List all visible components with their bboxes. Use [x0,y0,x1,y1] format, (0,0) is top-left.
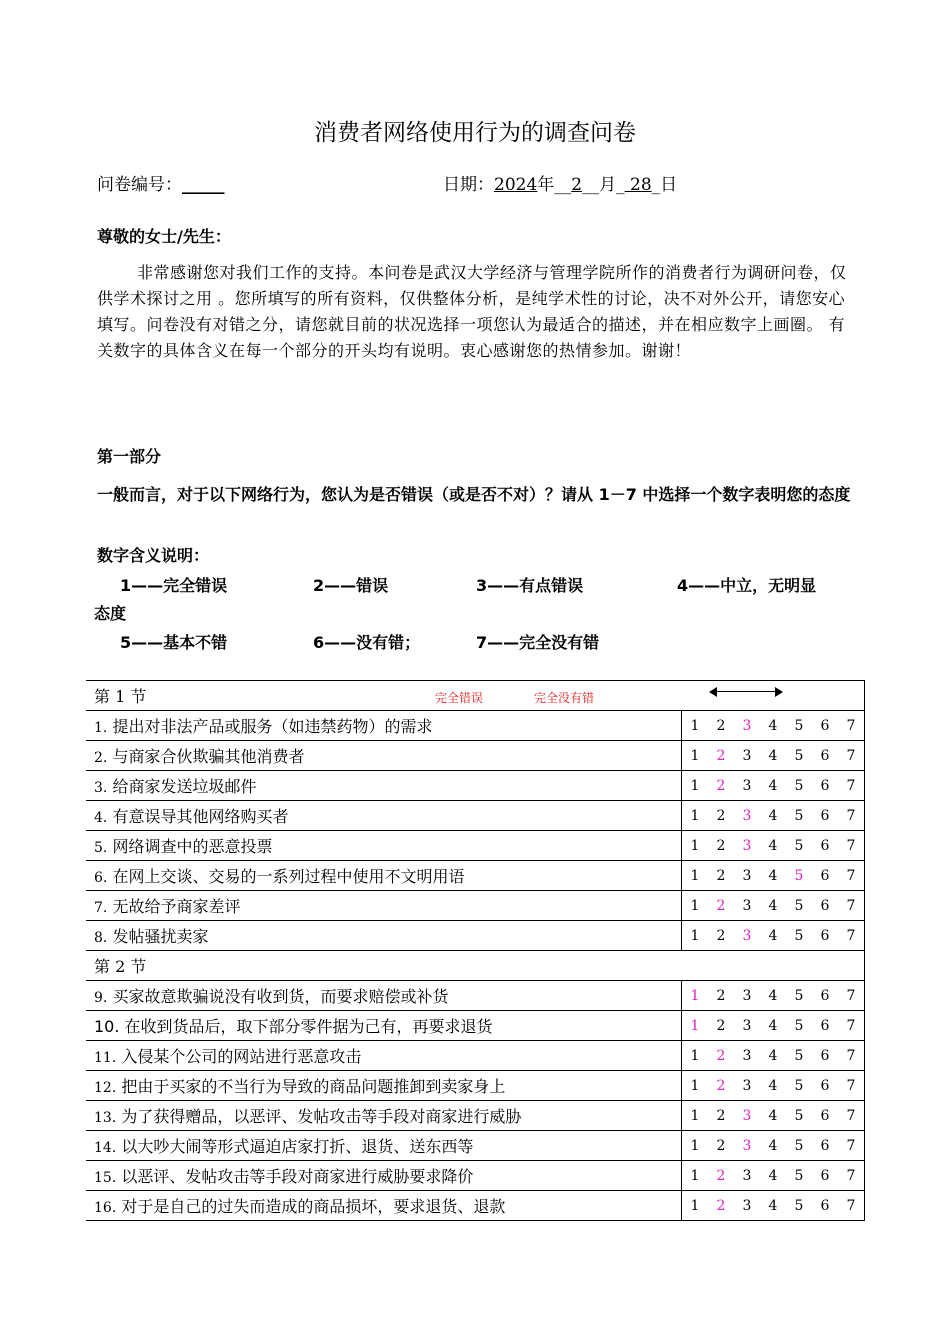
item-cell [86,771,682,801]
item-number: 5. [94,840,108,856]
legend-4: 4——中立，无明显 [677,576,817,595]
section-2-title: 第 2 节 [94,957,147,976]
table-row [86,861,865,891]
scale-option-4[interactable]: 4 [760,1011,786,1041]
scale-option-4[interactable]: 4 [760,771,786,801]
scale-option-4[interactable]: 4 [760,741,786,771]
legend-7: 7——完全没有错 [476,633,600,652]
scale-option-4[interactable]: 4 [760,1071,786,1101]
scale-option-7[interactable]: 7 [838,801,865,831]
scale-option-5[interactable]: 5 [786,1011,812,1041]
scale-option-2[interactable]: 2 [708,1101,734,1131]
scale-option-7[interactable]: 7 [838,1011,865,1041]
item-number: 13. [94,1110,117,1126]
scale-option-3[interactable]: 3 [734,1041,760,1071]
date-month: 2 [571,175,583,195]
item-cell [86,861,682,891]
scale-option-1[interactable]: 1 [682,1191,709,1221]
scale-option-1[interactable]: 1 [682,1071,709,1101]
scale-option-5[interactable]: 5 [786,801,812,831]
date-year: 2024 [494,175,538,195]
scale-option-3[interactable]: 3 [734,771,760,801]
scale-option-1[interactable]: 1 [682,981,709,1011]
scale-option-6[interactable]: 6 [812,801,838,831]
legend-1: 1——完全错误 [120,576,228,595]
legend-5: 5——基本不错 [120,633,228,652]
scale-option-2[interactable]: 2 [708,771,734,801]
salutation: 尊敬的女士/先生： [97,227,231,246]
item-cell [86,921,682,951]
section-1-title: 第 1 节 [94,687,147,706]
table-row [86,831,865,861]
item-number: 14. [94,1140,117,1156]
date-month-suffix: 月 [599,175,617,195]
scale-option-3[interactable]: 3 [734,981,760,1011]
scale-option-2[interactable]: 2 [708,921,734,951]
scale-option-7[interactable]: 7 [838,1041,865,1071]
scale-option-5[interactable]: 5 [786,891,812,921]
scale-option-2[interactable]: 2 [708,1071,734,1101]
item-text: 给商家发送垃圾邮件 [112,777,257,796]
scale-option-3[interactable]: 3 [734,1161,760,1191]
scale-option-6[interactable]: 6 [812,741,838,771]
scale-option-1[interactable]: 1 [682,921,709,951]
table-row [86,1041,865,1071]
scale-option-2[interactable]: 2 [708,891,734,921]
scale-option-7[interactable]: 7 [838,771,865,801]
date-label: 日期： [443,175,494,195]
part-heading: 第一部分 [97,447,162,466]
item-number: 3. [94,780,108,796]
item-number: 9. [94,990,108,1006]
item-text: 把由于买家的不当行为导致的商品问题推卸到卖家身上 [121,1077,506,1096]
scale-option-6[interactable]: 6 [812,1101,838,1131]
legend-title: 数字含义说明： [97,546,210,565]
scale-option-4[interactable]: 4 [760,801,786,831]
section-1-header-row [86,681,865,711]
table-row [86,1011,865,1041]
table-row [86,711,865,741]
item-cell [86,1191,682,1221]
item-text: 在网上交谈、交易的一系列过程中使用不文明用语 [112,867,465,886]
scale-option-6[interactable]: 6 [812,1191,838,1221]
item-cell [86,891,682,921]
scale-option-3[interactable]: 3 [734,1101,760,1131]
scale-option-5[interactable]: 5 [786,1191,812,1221]
item-text: 网络调查中的恶意投票 [112,837,273,856]
scale-option-3[interactable]: 3 [734,831,760,861]
scale-option-2[interactable]: 2 [708,1161,734,1191]
legend-6: 6——没有错； [313,633,421,652]
table-row [86,1161,865,1191]
scale-option-1[interactable]: 1 [682,711,709,741]
questionnaire-number-value: _____ [182,175,225,195]
scale-option-2[interactable]: 2 [708,741,734,771]
scale-option-3[interactable]: 3 [734,891,760,921]
scale-option-7[interactable]: 7 [838,1071,865,1101]
table-row [86,1101,865,1131]
scale-option-7[interactable]: 7 [838,921,865,951]
part-question: 一般而言，对于以下网络行为，您认为是否错误（或是否不对）？请从 1－7 中选择一个数字表明您的态度 [97,485,851,504]
table-row [86,981,865,1011]
scale-option-4[interactable]: 4 [760,981,786,1011]
scale-option-5[interactable]: 5 [786,861,812,891]
item-number: 1. [94,720,108,736]
scale-option-5[interactable]: 5 [786,1071,812,1101]
scale-option-1[interactable]: 1 [682,1101,709,1131]
item-number: 7. [94,900,108,916]
intro-paragraph [97,260,857,364]
page-title: 消费者网络使用行为的调查问卷 [314,120,636,146]
scale-option-7[interactable]: 7 [838,1131,865,1161]
item-number: 6. [94,870,108,886]
item-text: 以恶评、发帖攻击等手段对商家进行威胁要求降价 [121,1167,474,1186]
scale-option-7[interactable]: 7 [838,1161,865,1191]
date-day-suffix: 日 [660,175,678,195]
scale-option-5[interactable]: 5 [786,771,812,801]
scale-option-5[interactable]: 5 [786,981,812,1011]
scale-option-6[interactable]: 6 [812,1011,838,1041]
scale-option-1[interactable]: 1 [682,1161,709,1191]
date-day-blank: _ [616,175,625,195]
scale-option-6[interactable]: 6 [812,981,838,1011]
item-text: 与商家合伙欺骗其他消费者 [112,747,305,766]
scale-option-2[interactable]: 2 [708,981,734,1011]
scale-option-2[interactable]: 2 [708,1191,734,1221]
scale-option-4[interactable]: 4 [760,1131,786,1161]
scale-right-label: 完全没有错 [534,691,595,705]
date-day: 28 [624,175,652,195]
scale-option-4[interactable]: 4 [760,1191,786,1221]
scale-option-3[interactable]: 3 [734,741,760,771]
table-row [86,741,865,771]
scale-option-4[interactable]: 4 [760,831,786,861]
item-text: 有意误导其他网络购买者 [112,807,289,826]
item-text: 提出对非法产品或服务（如违禁药物）的需求 [112,717,433,736]
intro-text: 非常感谢您对我们工作的支持。本问卷是武汉大学经济与管理学院所作的消费者行为调研问卷，仅供学术探讨之用 。您所填写的所有资料，仅供整体分析，是纯学术性的讨论，决不对外公开，请您安心填写。问卷没有对错之分，请您就目前的状况选择一项您认为最适合的描述，并在相应数字上画圈。 有关数字的具体含义在每一个部分的开头均有说明。衷心感谢您的热情参加。谢谢！ [97,263,847,360]
survey-table [86,680,865,1221]
scale-option-7[interactable]: 7 [838,711,865,741]
scale-option-4[interactable]: 4 [760,891,786,921]
scale-option-6[interactable]: 6 [812,861,838,891]
item-number: 11. [94,1050,117,1066]
scale-option-5[interactable]: 5 [786,1101,812,1131]
date-line [443,170,677,195]
scale-option-6[interactable]: 6 [812,1041,838,1071]
scale-option-2[interactable]: 2 [708,801,734,831]
scale-option-5[interactable]: 5 [786,741,812,771]
legend-2: 2——错误 [313,576,389,595]
scale-option-3[interactable]: 3 [734,801,760,831]
scale-option-6[interactable]: 6 [812,921,838,951]
item-cell [86,1131,682,1161]
scale-option-7[interactable]: 7 [838,741,865,771]
item-text: 发帖骚扰卖家 [112,927,209,946]
scale-option-1[interactable]: 1 [682,771,709,801]
scale-option-3[interactable]: 3 [734,861,760,891]
scale-option-1[interactable]: 1 [682,831,709,861]
scale-option-4[interactable]: 4 [760,1161,786,1191]
scale-option-5[interactable]: 5 [786,1041,812,1071]
scale-option-5[interactable]: 5 [786,1131,812,1161]
date-day-gap: _ [651,175,661,195]
item-cell [86,711,682,741]
scale-option-4[interactable]: 4 [760,1101,786,1131]
item-number: 12. [94,1080,117,1096]
scale-option-7[interactable]: 7 [838,981,865,1011]
table-row [86,1071,865,1101]
date-month-gap: __ [582,175,600,195]
item-number: 4. [94,810,108,826]
scale-option-3[interactable]: 3 [734,921,760,951]
scale-option-4[interactable]: 4 [760,921,786,951]
item-text: 对于是自己的过失而造成的商品损坏，要求退货、退款 [121,1197,506,1216]
item-cell [86,1101,682,1131]
item-text: 买家故意欺骗说没有收到货，而要求赔偿或补货 [112,987,449,1006]
item-number: 10. [94,1017,120,1036]
scale-option-2[interactable]: 2 [708,1041,734,1071]
table-row [86,771,865,801]
table-row [86,1131,865,1161]
scale-option-6[interactable]: 6 [812,1131,838,1161]
item-cell [86,981,682,1011]
item-text: 为了获得赠品，以恶评、发帖攻击等手段对商家进行威胁 [121,1107,522,1126]
scale-option-2[interactable]: 2 [708,1131,734,1161]
scale-option-2[interactable]: 2 [708,711,734,741]
scale-option-1[interactable]: 1 [682,801,709,831]
item-number: 15. [94,1170,117,1186]
scale-option-2[interactable]: 2 [708,1011,734,1041]
scale-option-7[interactable]: 7 [838,1101,865,1131]
item-text: 无故给予商家差评 [112,897,241,916]
table-row [86,891,865,921]
scale-option-1[interactable]: 1 [682,1131,709,1161]
scale-option-1[interactable]: 1 [682,1011,709,1041]
scale-option-6[interactable]: 6 [812,771,838,801]
scale-option-3[interactable]: 3 [734,1131,760,1161]
scale-option-1[interactable]: 1 [682,861,709,891]
scale-option-3[interactable]: 3 [734,1011,760,1041]
scale-option-5[interactable]: 5 [786,831,812,861]
scale-option-7[interactable]: 7 [838,861,865,891]
item-number: 16. [94,1200,117,1216]
scale-option-7[interactable]: 7 [838,831,865,861]
scale-option-2[interactable]: 2 [708,831,734,861]
scale-option-3[interactable]: 3 [734,1071,760,1101]
scale-option-1[interactable]: 1 [682,1041,709,1071]
table-row [86,921,865,951]
scale-option-4[interactable]: 4 [760,711,786,741]
table-row [86,1191,865,1221]
item-text: 以大吵大闹等形式逼迫店家打折、退货、送东西等 [121,1137,474,1156]
section-2-header-row [86,951,865,981]
legend-3: 3——有点错误 [476,576,584,595]
scale-option-2[interactable]: 2 [708,861,734,891]
date-year-suffix: 年 [537,175,555,195]
scale-arrow-icon [709,687,783,697]
scale-option-6[interactable]: 6 [812,831,838,861]
scale-option-4[interactable]: 4 [760,1041,786,1071]
item-cell [86,741,682,771]
scale-option-4[interactable]: 4 [760,861,786,891]
scale-option-1[interactable]: 1 [682,891,709,921]
item-number: 2. [94,750,108,766]
scale-option-6[interactable]: 6 [812,891,838,921]
scale-option-6[interactable]: 6 [812,1071,838,1101]
scale-option-1[interactable]: 1 [682,741,709,771]
item-cell [86,1041,682,1071]
scale-option-3[interactable]: 3 [734,711,760,741]
item-cell [86,1161,682,1191]
questionnaire-number-label: 问卷编号： [97,175,182,195]
item-cell [86,831,682,861]
item-number: 8. [94,930,108,946]
scale-option-5[interactable]: 5 [786,711,812,741]
item-cell [86,801,682,831]
scale-option-5[interactable]: 5 [786,1161,812,1191]
item-cell [86,1071,682,1101]
scale-option-3[interactable]: 3 [734,1191,760,1221]
questionnaire-number [97,170,225,195]
item-cell [86,1011,682,1041]
table-row [86,801,865,831]
scale-option-5[interactable]: 5 [786,921,812,951]
legend-4-continued: 态度 [94,604,127,623]
scale-option-6[interactable]: 6 [812,711,838,741]
scale-option-7[interactable]: 7 [838,891,865,921]
scale-left-label: 完全错误 [435,691,484,705]
scale-option-7[interactable]: 7 [838,1191,865,1221]
scale-option-6[interactable]: 6 [812,1161,838,1191]
item-text: 在收到货品后，取下部分零件据为己有，再要求退货 [124,1017,493,1036]
item-text: 入侵某个公司的网站进行恶意攻击 [121,1047,362,1066]
date-month-blank: __ [554,175,572,195]
